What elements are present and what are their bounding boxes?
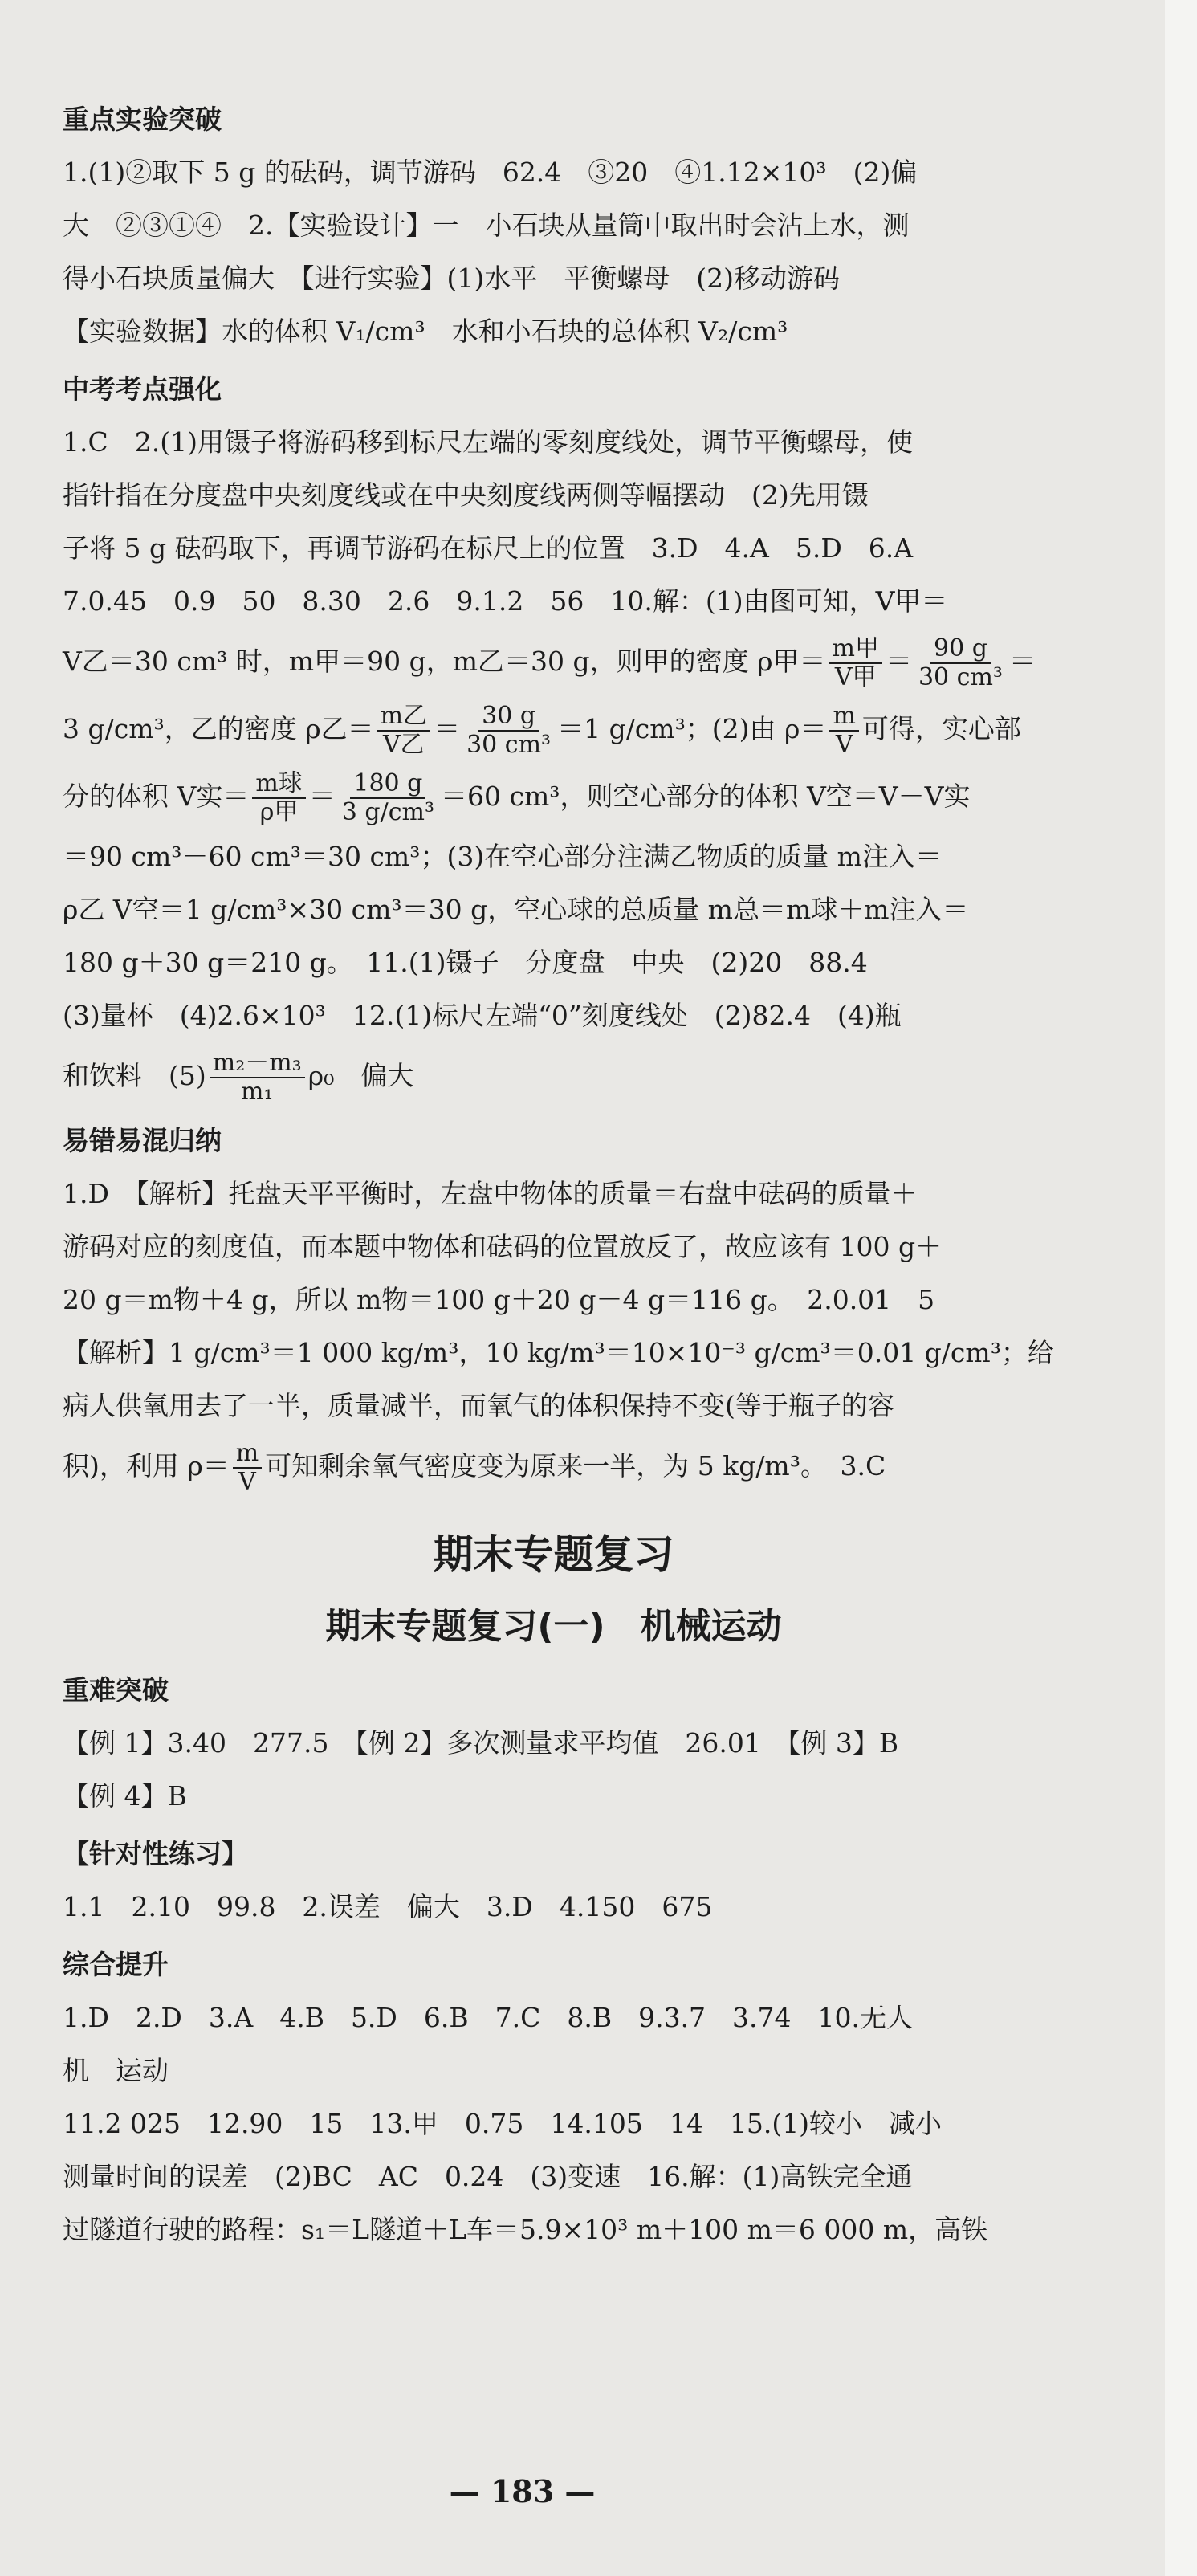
fraction-numerator: 180 g [350,770,425,799]
common-errors-answers [63,1168,1054,1500]
fraction-numerator: m乙 [377,703,430,732]
text-fragment: ＝ [308,781,336,812]
text-line: 180 g＋30 g＝210 g。 11.(1)镊子 分度盘 中央 (2)20 88.4 [63,947,868,978]
section-heading-targeted-practice: 【针对性练习】 [63,1838,248,1869]
section-heading-exam-points: 中考考点强化 [63,373,222,405]
section-heading-common-errors: 易错易混归纳 [63,1125,222,1156]
text-line: ＝90 cm³－60 cm³＝30 cm³；(3)在空心部分注满乙物质的质量 m注入＝ [63,841,942,872]
fraction-numerator: m球 [252,770,305,799]
text-fragment: ＝ [1008,646,1036,677]
fraction-denominator: V乙 [383,731,425,759]
page-edge [1165,0,1197,2576]
formula-line [63,763,1044,830]
section-heading-key-difficulties: 重难突破 [63,1674,169,1706]
text-fragment: 可得，实心部 [861,713,1021,744]
text-line: (3)量杯 (4)2.6×10³ 12.(1)标尺左端“0”刻度线处 (2)82.4 (4)瓶 [63,1000,902,1031]
fraction [829,703,858,759]
fraction-denominator: V [238,1468,256,1496]
text-line: 指针指在分度盘中央刻度线或在中央刻度线两侧等幅摆动 (2)先用镊 [63,479,869,511]
section-heading-comprehensive: 综合提升 [63,1949,169,1980]
text-fragment: V乙＝30 cm³ 时，m甲＝90 g，m乙＝30 g，则甲的密度 ρ甲＝ [63,646,826,677]
chapter-title: 期末专题复习 [433,1531,674,1578]
text-line: ρ乙 V空＝1 g/cm³×30 cm³＝30 g，空心球的总质量 m总＝m球＋m注入＝ [63,894,969,925]
fraction-denominator: V甲 [834,663,877,691]
targeted-practice-answers [63,1881,1044,1934]
text-fragment: 3 g/cm³，乙的密度 ρ乙＝ [63,713,374,744]
text-fragment: 可知剩余氧气密度变为原来一半，为 5 kg/m³。 3.C [265,1450,886,1482]
text-line: 【例 1】3.40 277.5 【例 2】多次测量求平均值 26.01 【例 3】B [63,1727,899,1759]
fraction-numerator: 30 g [478,703,539,732]
text-fragment: ＝1 g/cm³；(2)由 ρ＝ [557,713,827,744]
chapter-subtitle: 期末专题复习(一) 机械运动 [325,1606,782,1647]
text-line: 病人供氧用去了一半，质量减半，而氧气的体积保持不变(等于瓶子的容 [63,1390,894,1421]
fraction-denominator: V [835,731,853,759]
fraction-denominator: 3 g/cm³ [341,798,434,826]
text-line: 【例 4】B [63,1780,187,1812]
key-experiments-answers [63,146,1044,358]
text-fragment: 和饮料 (5) [63,1060,206,1091]
fraction-numerator: m [829,703,858,732]
fraction-denominator: 30 cm³ [918,663,1003,691]
fraction-numerator: 90 g [930,635,991,664]
text-line: 11.2 025 12.90 15 13.甲 0.75 14.105 14 15.(1)较小 减小 [63,2108,943,2139]
fraction-denominator: 30 cm³ [466,731,552,759]
formula-line [63,628,1044,695]
section-heading-key-experiments: 重点实验突破 [63,104,222,135]
fraction-numerator: m₂－m₃ [210,1050,305,1078]
text-line: 游码对应的刻度值，而本题中物体和砝码的位置放反了，故应该有 100 g＋ [63,1231,943,1262]
text-fragment: ρ₀ 偏大 [307,1060,414,1091]
text-fragment: 分的体积 V实＝ [63,781,250,812]
formula-line [63,1433,1044,1500]
text-fragment: ＝60 cm³，则空心部分的体积 V空＝V－V实 [441,781,971,812]
text-fragment: 积)，利用 ρ＝ [63,1450,230,1482]
comprehensive-answers [63,1991,1044,2256]
formula-line [63,695,1044,763]
fraction-denominator: m₁ [240,1078,274,1106]
page-number: — 183 — [449,2473,596,2509]
text-line: 机 运动 [63,2055,169,2086]
text-line: 【解析】1 g/cm³＝1 000 kg/m³，10 kg/m³＝10×10⁻³ g/cm³＝0.01 g/cm³；给 [63,1337,1054,1368]
text-line: 子将 5 g 砝码取下，再调节游码在标尺上的位置 3.D 4.A 5.D 6.A [63,532,914,564]
fraction [377,703,430,759]
text-line: 1.1 2.10 99.8 2.误差 偏大 3.D 4.150 675 [63,1891,713,1922]
text-line: 1.D 2.D 3.A 4.B 5.D 6.B 7.C 8.B 9.3.7 3.74 10.无人 [63,2002,914,2033]
text-line: 1.D 【解析】托盘天平平衡时，左盘中物体的质量＝右盘中砝码的质量＋ [63,1178,918,1209]
text-line: 测量时间的误差 (2)BC AC 0.24 (3)变速 16.解：(1)高铁完全通 [63,2161,913,2192]
fraction [463,703,554,759]
fraction [210,1050,305,1106]
fraction [233,1440,262,1496]
fraction-denominator: ρ甲 [259,798,299,826]
fraction [915,635,1006,691]
text-line: 大 ②③①④ 2.【实验设计】一 小石块从量筒中取出时会沾上水，测 [63,210,910,241]
fraction [339,770,438,826]
fraction [252,770,305,826]
text-line: 1.(1)②取下 5 g 的砝码，调节游码 62.4 ③20 ④1.12×10³ (2)偏 [63,157,918,188]
fraction-numerator: m甲 [829,635,882,664]
text-fragment: ＝ [434,713,461,744]
fraction-numerator: m [233,1440,262,1469]
text-line: 过隧道行驶的路程：s₁＝L隧道＋L车＝5.9×10³ m＋100 m＝6 000 m，高铁 [63,2214,988,2245]
fraction [829,635,882,691]
text-line: 【实验数据】水的体积 V₁/cm³ 水和小石块的总体积 V₂/cm³ [63,316,788,347]
text-fragment: ＝ [885,646,912,677]
key-difficulties-answers [63,1717,1044,1823]
formula-line [63,1042,1044,1110]
exam-points-answers [63,416,1044,1110]
text-line: 得小石块质量偏大 【进行实验】(1)水平 平衡螺母 (2)移动游码 [63,263,840,294]
text-line: 1.C 2.(1)用镊子将游码移到标尺左端的零刻度线处，调节平衡螺母，使 [63,426,913,458]
text-line: 20 g＝m物＋4 g，所以 m物＝100 g＋20 g－4 g＝116 g。 2.0.01 5 [63,1284,935,1315]
text-line: 7.0.45 0.9 50 8.30 2.6 9.1.2 56 10.解：(1)由图可知，V甲＝ [63,585,948,617]
